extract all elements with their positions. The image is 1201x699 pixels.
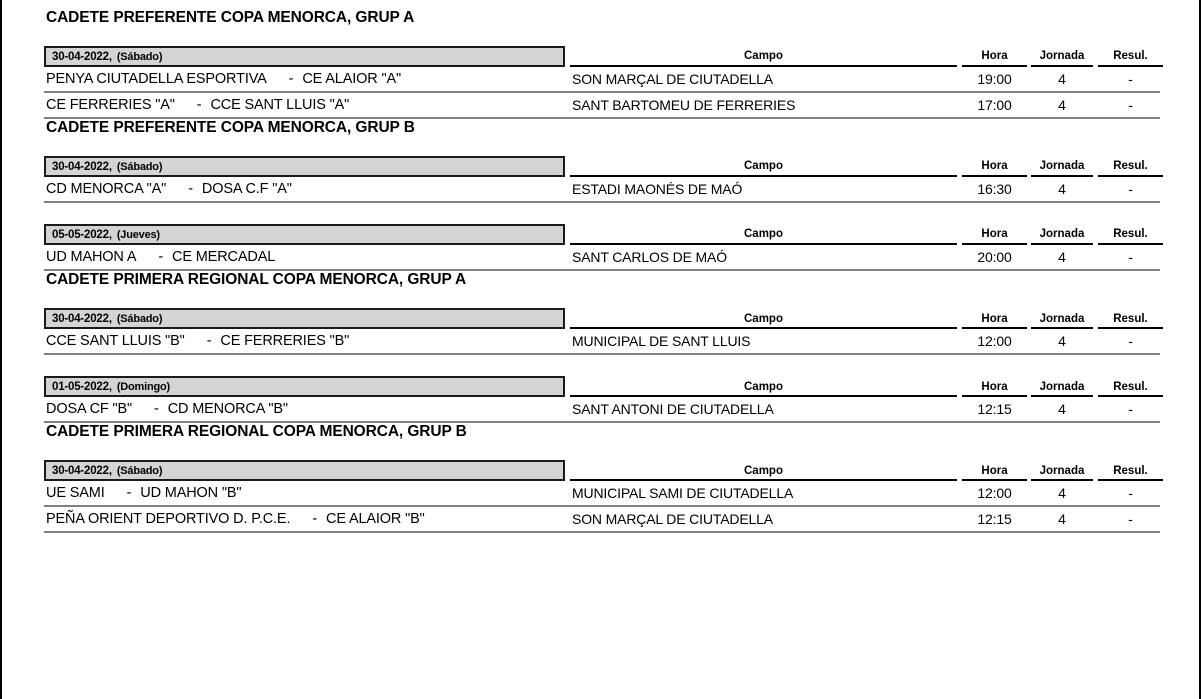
match-details (570, 333, 1163, 349)
match-venue: MUNICIPAL DE SANT LLUIS (572, 333, 751, 350)
date-weekday: (Sábado) (116, 50, 163, 63)
date-block (44, 223, 1160, 271)
match-row (44, 481, 1160, 507)
block-header (44, 155, 1160, 177)
column-headers (570, 223, 1163, 245)
away-team: CD MENORCA "B" (167, 401, 288, 418)
section-title: CADETE PREFERENTE COPA MENORCA, GRUP B (46, 119, 415, 137)
date-block (44, 459, 1160, 533)
match-teams (44, 249, 565, 265)
block-header (44, 375, 1160, 397)
home-team: DOSA CF "B" (46, 401, 132, 418)
column-header-resul: Resul. (1098, 228, 1163, 245)
match-matchday: 4 (1058, 249, 1066, 266)
match-venue: SON MARÇAL DE CIUTADELLA (572, 71, 773, 88)
column-header-hora: Hora (962, 228, 1027, 245)
match-row (44, 67, 1160, 93)
match-teams (44, 97, 565, 113)
date-value: 30-04-2022, (52, 160, 112, 173)
date-bar (44, 460, 565, 481)
column-headers (570, 375, 1163, 397)
date-bar (44, 156, 565, 177)
date-bar (44, 376, 565, 397)
date-weekday: (Jueves) (116, 228, 160, 241)
competition-section (44, 271, 1160, 423)
match-row (44, 93, 1160, 119)
match-time: 12:15 (977, 401, 1012, 418)
match-row (44, 329, 1160, 355)
home-team: CD MENORCA "A" (46, 181, 167, 198)
date-bar (44, 46, 565, 67)
column-header-campo: Campo (570, 50, 957, 67)
match-matchday: 4 (1058, 511, 1066, 528)
match-time: 16:30 (977, 181, 1012, 198)
team-separator: - (206, 333, 212, 350)
home-team: UD MAHON A (46, 249, 137, 266)
home-team: PEÑA ORIENT DEPORTIVO D. P.C.E. (46, 511, 291, 528)
away-team: UD MAHON "B" (140, 485, 242, 502)
column-header-jornada: Jornada (1031, 381, 1093, 398)
home-team: UE SAMI (46, 485, 105, 502)
column-header-hora: Hora (962, 465, 1027, 482)
match-matchday: 4 (1058, 97, 1066, 114)
team-separator: - (188, 181, 193, 198)
match-details (570, 249, 1163, 265)
column-headers (570, 307, 1163, 329)
home-team: PENYA CIUTADELLA ESPORTIVA (46, 71, 267, 88)
column-header-hora: Hora (962, 50, 1027, 67)
match-result: - (1128, 511, 1133, 528)
date-value: 30-04-2022, (52, 50, 112, 63)
match-teams (44, 181, 565, 197)
column-header-resul: Resul. (1098, 465, 1163, 482)
match-teams (44, 401, 565, 417)
match-venue: SANT ANTONI DE CIUTADELLA (572, 401, 774, 418)
match-details (570, 97, 1163, 113)
match-row (44, 245, 1160, 271)
date-bar (44, 224, 565, 245)
date-bar (44, 308, 565, 329)
column-header-resul: Resul. (1098, 381, 1163, 398)
date-value: 01-05-2022, (52, 380, 112, 393)
home-team: CCE SANT LLUIS "B" (46, 333, 185, 350)
away-team: CE ALAIOR "B" (326, 511, 425, 528)
match-details (570, 71, 1163, 87)
column-header-jornada: Jornada (1031, 160, 1093, 177)
team-separator: - (196, 97, 202, 114)
section-title: CADETE PREFERENTE COPA MENORCA, GRUP A (46, 9, 415, 26)
column-header-campo: Campo (570, 160, 957, 177)
match-result: - (1128, 401, 1133, 418)
section-title: CADETE PRIMERA REGIONAL COPA MENORCA, GRUP B (46, 423, 467, 441)
match-teams (44, 511, 565, 527)
column-header-jornada: Jornada (1031, 50, 1093, 67)
block-header (44, 223, 1160, 245)
match-row (44, 507, 1160, 533)
match-teams (44, 485, 565, 501)
column-headers (570, 155, 1163, 177)
away-team: CE ALAIOR "A" (302, 71, 401, 88)
away-team: CCE SANT LLUIS "A" (210, 97, 350, 114)
away-team: CE MERCADAL (172, 249, 276, 266)
match-venue: SON MARÇAL DE CIUTADELLA (572, 511, 773, 528)
column-header-hora: Hora (962, 160, 1027, 177)
match-result: - (1128, 249, 1133, 266)
column-headers (570, 459, 1163, 481)
column-header-jornada: Jornada (1031, 465, 1093, 482)
date-block (44, 45, 1160, 119)
team-separator: - (288, 71, 294, 88)
column-header-resul: Resul. (1098, 313, 1163, 330)
match-matchday: 4 (1058, 71, 1066, 88)
column-header-resul: Resul. (1098, 160, 1163, 177)
section-title: CADETE PRIMERA REGIONAL COPA MENORCA, GRUP A (46, 271, 467, 289)
competition-section (44, 423, 1160, 533)
match-result: - (1128, 181, 1133, 198)
match-time: 17:00 (977, 97, 1012, 114)
match-row (44, 397, 1160, 423)
match-time: 12:00 (977, 485, 1012, 502)
date-value: 30-04-2022, (52, 312, 112, 325)
date-weekday: (Sábado) (116, 312, 163, 325)
date-weekday: (Sábado) (116, 160, 163, 173)
match-teams (44, 333, 565, 349)
column-header-campo: Campo (570, 381, 957, 398)
block-header (44, 45, 1160, 67)
column-header-jornada: Jornada (1031, 228, 1093, 245)
block-header (44, 459, 1160, 481)
match-result: - (1128, 71, 1133, 88)
match-result: - (1128, 97, 1133, 114)
match-venue: SANT BARTOMEU DE FERRERIES (572, 97, 796, 114)
column-header-hora: Hora (962, 313, 1027, 330)
team-separator: - (158, 249, 164, 266)
match-time: 20:00 (977, 249, 1012, 266)
match-details (570, 181, 1163, 197)
match-row (44, 177, 1160, 203)
match-time: 12:15 (977, 511, 1012, 528)
date-block (44, 375, 1160, 423)
away-team: CE FERRERIES "B" (220, 333, 350, 350)
team-separator: - (154, 401, 159, 418)
match-time: 19:00 (977, 71, 1012, 88)
block-header (44, 307, 1160, 329)
match-details (570, 485, 1163, 501)
team-separator: - (312, 511, 318, 528)
column-header-jornada: Jornada (1031, 313, 1093, 330)
column-header-campo: Campo (570, 313, 957, 330)
match-venue: MUNICIPAL SAMI DE CIUTADELLA (572, 485, 794, 502)
schedule-container (2, 0, 1199, 533)
match-result: - (1128, 485, 1133, 502)
match-matchday: 4 (1058, 401, 1066, 418)
competition-section (44, 119, 1160, 271)
date-block (44, 307, 1160, 355)
match-time: 12:00 (977, 333, 1012, 350)
competition-section (44, 9, 1160, 119)
match-matchday: 4 (1058, 485, 1066, 502)
match-matchday: 4 (1058, 181, 1066, 198)
match-venue: SANT CARLOS DE MAÓ (572, 249, 727, 266)
date-weekday: (Sábado) (116, 464, 163, 477)
match-matchday: 4 (1058, 333, 1066, 350)
date-weekday: (Domingo) (116, 380, 171, 393)
column-header-resul: Resul. (1098, 50, 1163, 67)
column-header-campo: Campo (570, 228, 957, 245)
date-block (44, 155, 1160, 203)
team-separator: - (126, 485, 132, 502)
match-teams (44, 71, 565, 87)
match-details (570, 401, 1163, 417)
column-header-hora: Hora (962, 381, 1027, 398)
match-result: - (1128, 333, 1133, 350)
date-value: 05-05-2022, (52, 228, 112, 241)
column-headers (570, 45, 1163, 67)
match-venue: ESTADI MAONÉS DE MAÓ (572, 181, 743, 198)
home-team: CE FERRERIES "A" (46, 97, 175, 114)
away-team: DOSA C.F "A" (201, 181, 292, 198)
date-value: 30-04-2022, (52, 464, 112, 477)
match-details (570, 511, 1163, 527)
column-header-campo: Campo (570, 465, 957, 482)
